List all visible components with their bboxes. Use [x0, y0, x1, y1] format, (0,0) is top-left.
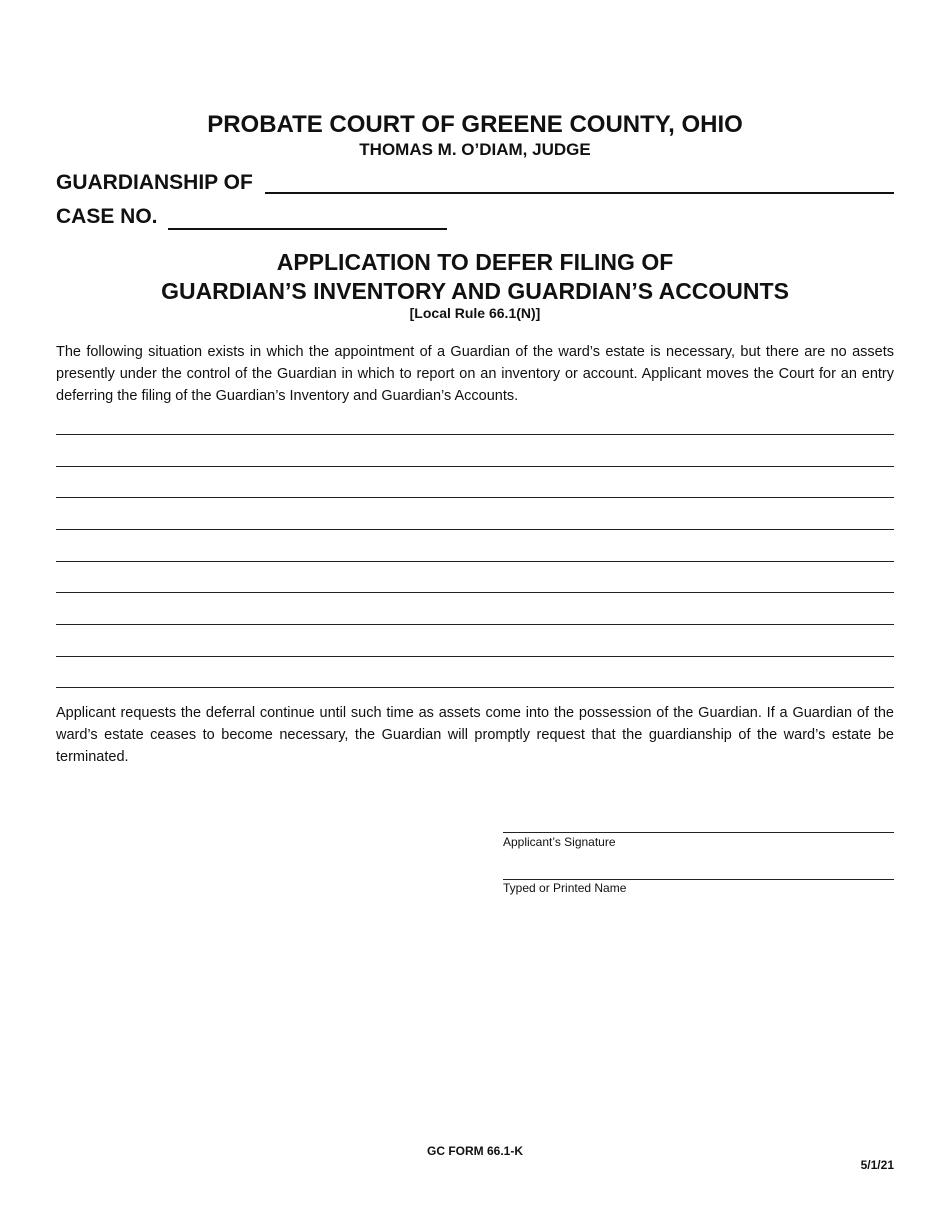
- revision-date: 5/1/21: [860, 1158, 894, 1172]
- form-title-line-2: GUARDIAN’S INVENTORY AND GUARDIAN’S ACCOUNTS: [161, 278, 789, 304]
- printed-name-line[interactable]: [503, 879, 894, 880]
- situation-line-9[interactable]: [56, 687, 894, 688]
- local-rule-reference: [Local Rule 66.1(N)]: [409, 305, 541, 321]
- situation-line-3[interactable]: [56, 497, 894, 498]
- applicant-signature-label: Applicant’s Signature: [503, 835, 616, 849]
- deferral-paragraph: Applicant requests the deferral continue until such time as assets come into the possession of the Guardian. If a Guardian of the ward’s estate ceases to become necessary, the Guardian will promptly request that the guardianship of the ward’s estate be terminated.: [56, 705, 894, 765]
- judge-name: THOMAS M. O’DIAM, JUDGE: [359, 140, 591, 159]
- form-number: GC FORM 66.1-K: [426, 1144, 523, 1158]
- case-number-label: CASE NO.: [56, 205, 158, 228]
- form-title-line-1: APPLICATION TO DEFER FILING OF: [276, 249, 674, 275]
- situation-paragraph: The following situation exists in which the appointment of a Guardian of the ward’s estate is necessary, but there are no assets presently under the control of the Guardian in which to report on an inventory or account. Applicant moves the Court for an entry deferring the filing of the Guardian’s Inventory and Guardian’s Accounts.: [56, 344, 894, 404]
- situation-line-1[interactable]: [56, 434, 894, 435]
- situation-line-8[interactable]: [56, 656, 894, 657]
- guardianship-label: GUARDIANSHIP OF: [56, 171, 253, 194]
- case-number-input[interactable]: [168, 228, 447, 230]
- printed-name-label: Typed or Printed Name: [503, 881, 627, 895]
- applicant-signature-line[interactable]: [503, 832, 894, 833]
- situation-line-2[interactable]: [56, 466, 894, 467]
- guardianship-input[interactable]: [265, 192, 894, 194]
- situation-line-7[interactable]: [56, 624, 894, 625]
- situation-line-4[interactable]: [56, 529, 894, 530]
- situation-line-5[interactable]: [56, 561, 894, 562]
- situation-line-6[interactable]: [56, 592, 894, 593]
- court-title: PROBATE COURT OF GREENE COUNTY, OHIO: [207, 111, 743, 138]
